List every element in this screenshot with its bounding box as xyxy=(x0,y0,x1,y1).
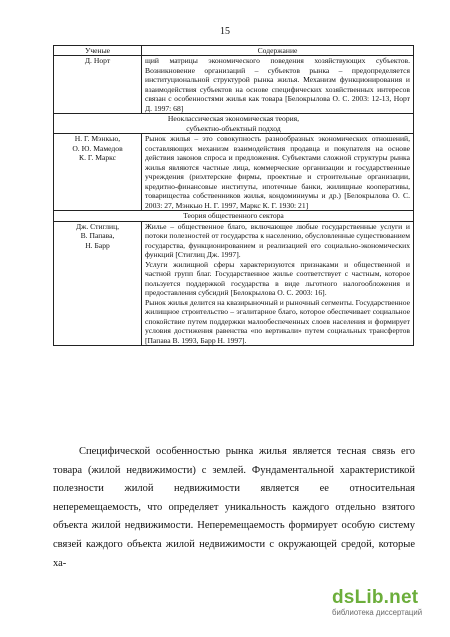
author-name: В. Папава, xyxy=(80,231,115,240)
author-name: Н. Барр xyxy=(85,240,110,250)
author-name: О. Ю. Мамедов xyxy=(72,143,123,153)
section-row xyxy=(54,211,414,222)
content-cell: щий матрицы экономического поведения хозяйствующих субъектов. Возникновение организаций – субъектов рынка – предопределяется институциональной структурой рынка жилья. Механизм функционирования и взаимодействия субъектов на основе специфических хозяйственных интересов связан с особенностями жилья как товара [Белокрылова О. С. 2003: 12-13, Норт Д. 1997: 68] xyxy=(142,56,414,114)
author-cell xyxy=(54,221,142,346)
section-heading xyxy=(54,114,414,134)
author-name: К. Г. Маркс xyxy=(79,153,116,162)
section-heading xyxy=(54,211,414,222)
content-paragraph: Услуги жилищной сферы характеризуются признаками и общественной и частной групп благ. Государственное жилье соответствует с частным, которое пользуется поддержкой государства в виде льготного налогообложения и предоставления субсидий [Белокрылова О. С. 2003: 16]. xyxy=(145,259,410,297)
section-row xyxy=(54,114,414,134)
watermark-tagline: библиотека диссертаций xyxy=(332,608,423,617)
content-paragraph: Жилье – общественное благо, включающее любые государственные услуги и потоки полезностей от государства к населению, обусловленные существованием государства, функционированием и реализацией его социально-экономических функций [Стиглиц Дж. 1997]. xyxy=(145,221,410,259)
section-heading-line: Теория общественного сектора xyxy=(183,211,284,220)
body-text xyxy=(53,443,415,573)
content-paragraph: Рынок жилья делится на квазирыночный и рыночный сегменты. Государственное жилищное строительство – эгалитарное благо, которое обеспечивает социальное спокойствие путем поддержки малообеспеченных слоев населения и формирует условия достижения равенства «по вертикали» путем социальных трансфертов [Папава В. 1993, Барр Н. 1997]. xyxy=(145,297,410,345)
watermark-logo: dsLib.net xyxy=(332,587,419,608)
table-row xyxy=(54,134,414,211)
table-row xyxy=(54,56,414,114)
scholars-table xyxy=(53,45,414,346)
author-name: Д. Норт xyxy=(84,56,111,65)
author-name: Дж. Стиглиц, xyxy=(75,221,120,231)
body-paragraph: Специфической особенностью рынка жилья является тесная связь его товара (жилой недвижимости) с землей. Фундаментальной характеристикой полезности жилой недвижимости является ее относительная неперемещаемость, что определяет уникальность каждого отдельно взятого объекта жилой недвижимости. Неперемещаемость формирует особую систему связей каждого объекта жилой недвижимости с окружающей средой, которые ха- xyxy=(53,446,415,569)
page-number: 15 xyxy=(220,26,230,37)
content-cell: Рынок жилья – это совокупность разнообразных экономических отношений, составляющих механизм взаимодействия продавца и покупателя на основе действия законов спроса и предложения. Субъектами сложной структуры рынка жилья являются частные лица, коммерческие организации и государственные учреждения (риэлтерские фирмы, проектные и строительные организации, кредитно-финансовые институты, ипотечные банки, жилищные кооперативы, товарищества собственников жилья, кондоминиумы и др.) [Белокрылова О. С. 2003: 27, Мэнкью Н. Г. 1997, Маркс К. Г. 1930: 21] xyxy=(142,134,414,211)
author-cell xyxy=(54,56,142,114)
section-heading-line: субъектно-объектный подход xyxy=(186,123,281,133)
header-authors: Ученые xyxy=(54,46,142,56)
watermark xyxy=(332,588,442,618)
author-cell xyxy=(54,134,142,211)
author-name: Н. Г. Мэнкью, xyxy=(74,134,121,143)
table-header-row xyxy=(54,46,414,56)
section-heading-line: Неоклассическая экономическая теория, xyxy=(167,114,300,123)
table-row xyxy=(54,221,414,346)
content-cell xyxy=(142,221,414,346)
header-content: Содержание xyxy=(142,46,414,56)
